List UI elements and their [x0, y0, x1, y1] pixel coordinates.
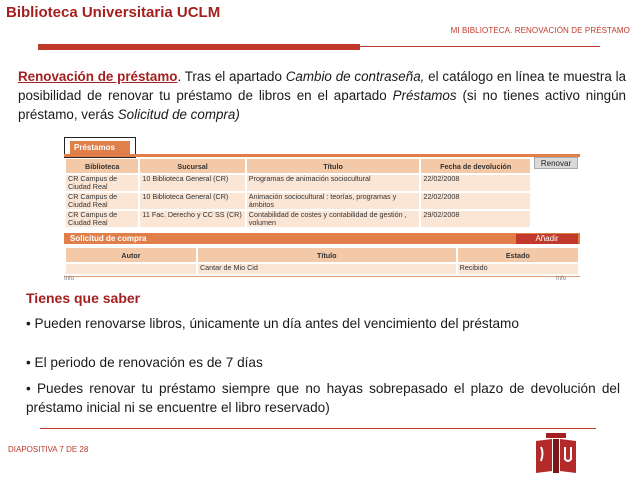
purchase-panel-label: Solicitud de compra	[70, 234, 147, 243]
cell-sucursal: 11 Fac. Derecho y CC SS (CR)	[140, 211, 244, 227]
cell-titulo: Animación sociocultural : teorías, programas y ámbitos	[247, 193, 420, 209]
col-estado: Estado	[458, 248, 578, 262]
col-autor: Autor	[66, 248, 196, 262]
intro-paragraph	[18, 67, 626, 124]
tips-heading: Tienes que saber	[26, 290, 141, 306]
col-fecha: Fecha de devolución	[421, 159, 530, 173]
cell-autor	[66, 264, 196, 274]
cell-biblioteca: CR Campus de Ciudad Real	[66, 193, 138, 209]
renew-button[interactable]: Renovar	[534, 157, 578, 169]
info-link-left[interactable]: Info	[64, 276, 75, 282]
intro-heading: Renovación de préstamo	[18, 69, 178, 84]
cell-titulo: Programas de animación sociocultural	[247, 175, 420, 191]
add-button[interactable]: Añadir	[516, 234, 578, 244]
slide-counter: DIAPOSITIVA 7 DE 28	[8, 445, 89, 454]
table-row[interactable]	[66, 211, 530, 227]
col-titulo: Título	[198, 248, 456, 262]
tip-bullet-3: • Puedes renovar tu préstamo siempre que no hayas sobrepasado el plazo de devolución del préstamo inicial ni se encuentre el libro reservado)	[26, 381, 620, 415]
intro-text-1: . Tras el apartado	[177, 69, 286, 84]
tip-bullet-2: • El periodo de renovación es de 7 días	[26, 355, 263, 370]
tab-prestamos[interactable]: Préstamos	[70, 141, 130, 154]
col-biblioteca: Biblioteca	[66, 159, 138, 173]
table-row[interactable]	[66, 193, 530, 209]
info-link-right[interactable]: Info	[556, 276, 567, 282]
col-titulo: Título	[247, 159, 420, 173]
header-title: Biblioteca Universitaria UCLM	[6, 4, 221, 21]
cell-titulo: Cantar de Mio Cid	[198, 264, 456, 274]
header-subtitle: MI BIBLIOTECA. RENOVACIÓN DE PRÉSTAMO	[450, 26, 630, 35]
header-rule-thin	[360, 46, 600, 47]
cell-sucursal: 10 Biblioteca General (CR)	[140, 175, 244, 191]
purchase-panel-footer	[64, 276, 580, 277]
cell-biblioteca: CR Campus de Ciudad Real	[66, 211, 138, 227]
cell-sucursal: 10 Biblioteca General (CR)	[140, 193, 244, 209]
purchase-table	[64, 246, 580, 276]
intro-text-5: (si no tienes activo ningún préstamo, verás	[18, 88, 626, 122]
col-sucursal: Sucursal	[140, 159, 244, 173]
header-rule-thick	[38, 44, 360, 50]
cell-fecha: 22/02/2008	[421, 175, 530, 191]
intro-text-6: Solicitud de compra)	[117, 107, 240, 122]
intro-text-2: Cambio de contraseña,	[285, 69, 425, 84]
loans-table	[64, 157, 532, 229]
intro-text-3: el catálogo en línea te muestra la posibilidad de renovar tu préstamo de libros en el apartado	[18, 69, 627, 103]
table-row[interactable]	[66, 264, 578, 274]
intro-text-4: Préstamos	[392, 88, 457, 103]
cell-fecha: 29/02/2008	[421, 211, 530, 227]
cell-fecha: 22/02/2008	[421, 193, 530, 209]
library-logo-icon	[532, 431, 580, 477]
table-row[interactable]	[66, 175, 530, 191]
tip-bullet-1: • Pueden renovarse libros, únicamente un día antes del vencimiento del préstamo	[26, 316, 519, 331]
cell-titulo: Contabilidad de costes y contabilidad de gestión , volumen	[247, 211, 420, 227]
cell-estado: Recibido	[458, 264, 578, 274]
cell-biblioteca: CR Campus de Ciudad Real	[66, 175, 138, 191]
footer-rule	[40, 428, 596, 429]
